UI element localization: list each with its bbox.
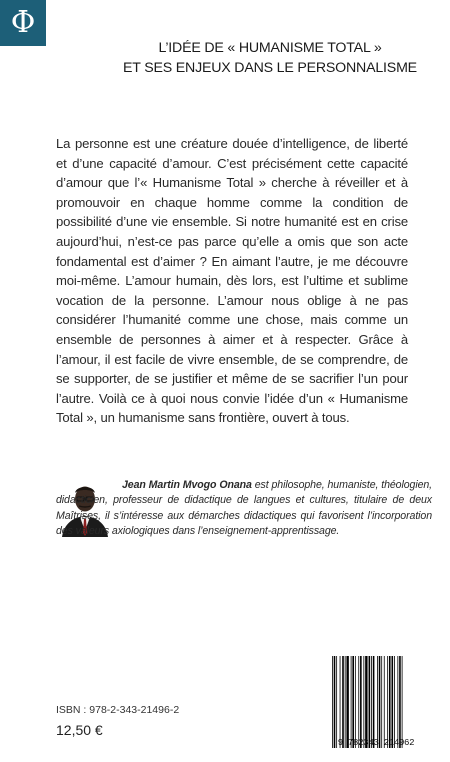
author-bio-text: est philosophe, humaniste, théologien, didacticien, professeur de didactique de langues et cultures, titulaire de deux Maîtrises, il s’intéresse aux démarches didactiques qui favorisent l’incorporation des valeurs axiologiques dans l’enseignement-apprentissage. [56, 479, 432, 538]
title-line-1: L’IDÉE DE « HUMANISME TOTAL » [158, 40, 382, 56]
barcode-icon [330, 656, 422, 748]
back-cover-description: La personne est une créature douée d’intelligence, de liberté et d’une capacité d’amour. C’est précisément cette capacité d’amour que l’« Humanisme Total » cherche à réveiller et à promouvoir en chaque homme comme la condition de possibilité d’une vie ensemble. Si notre humanité est en crise aujourd’hui, n’est-ce pas parce qu’elle a omis que son acte fondamental est d’aimer ? En aimant l’autre, je me découvre moi-même. L’amour humain, dès lors, est l’ultime et sublime vocation de la personne. L’amour nous oblige à ne pas considérer l’humanité comme une chose, mais comme un ensemble de personnes à aimer et à respecter. Grâce à l’amour, il est facile de vivre ensemble, de se comprendre, de se supporter, de se justifier et même de se sacrifier l’un pour l’autre. Voilà ce à quoi nous convie l’idée d’un « Humanisme Total », un humanisme sans frontière, ouvert à tous. [56, 136, 408, 426]
publisher-logo [0, 0, 46, 46]
phi-logo-icon: Φ [10, 5, 36, 40]
title-line-2: ET SES ENJEUX DANS LE PERSONNALISME [123, 60, 417, 76]
author-bio [56, 478, 432, 540]
author-name: Jean Martin Mvogo Onana [122, 479, 252, 491]
barcode-number: 9 782343 214962 [337, 738, 415, 748]
isbn: ISBN : 978-2-343-21496-2 [56, 704, 180, 716]
price: 12,50 € [56, 722, 103, 738]
book-title [110, 38, 430, 78]
